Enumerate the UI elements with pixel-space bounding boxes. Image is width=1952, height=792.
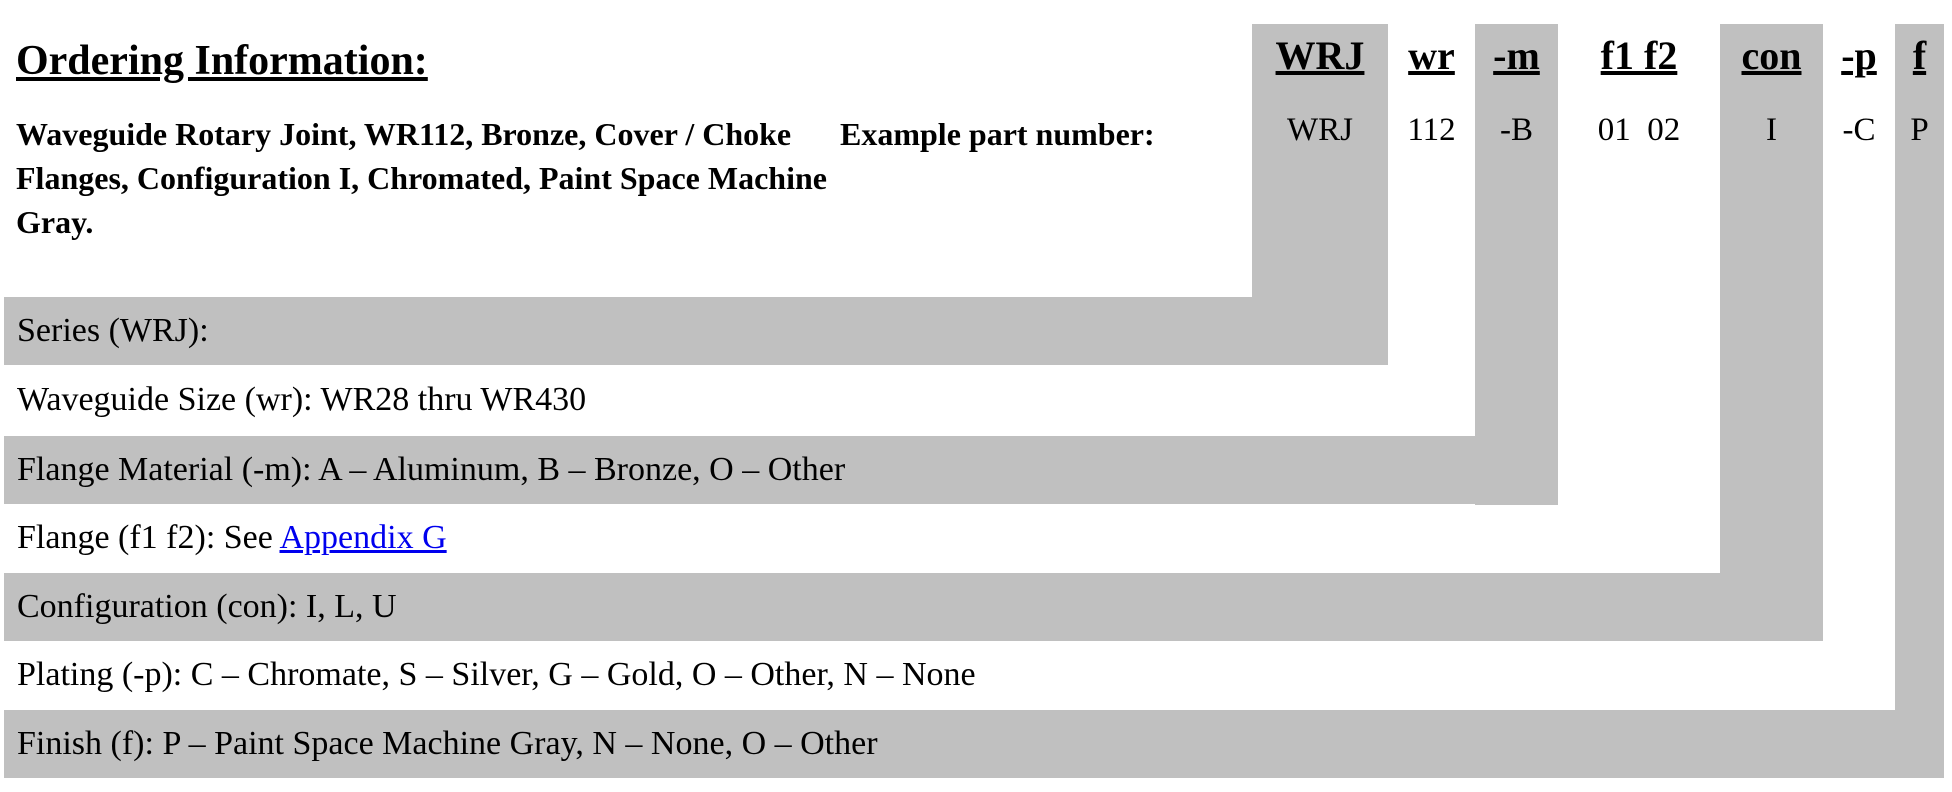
part-description: Waveguide Rotary Joint, WR112, Bronze, Cover / Choke Flanges, Configuration I, Chromated, Paint Space Machine Gray.	[16, 116, 827, 240]
flange-label: Flange (f1 f2): See	[17, 519, 280, 556]
header-m: -m	[1493, 33, 1540, 78]
row-size: Waveguide Size (wr): WR28 thru WR430	[17, 381, 587, 418]
row-plating: Plating (-p): C – Chromate, S – Silver, G – Gold, O – Other, N – None	[17, 656, 976, 693]
header-wrj: WRJ	[1275, 33, 1365, 78]
header-f1f2: f1 f2	[1600, 33, 1678, 78]
value-m: -B	[1500, 112, 1533, 148]
value-f1f2: 01 02	[1597, 112, 1681, 148]
band-series	[4, 297, 1388, 365]
row-flange	[4, 504, 447, 572]
value-f: P	[1910, 112, 1929, 148]
row-series: Series (WRJ):	[17, 312, 209, 349]
header-p: -p	[1841, 33, 1877, 78]
appendix-g-link[interactable]: Appendix G	[279, 519, 447, 556]
header-wr: wr	[1408, 33, 1455, 78]
example-label: Example part number:	[840, 116, 1155, 152]
value-p: -C	[1842, 112, 1876, 148]
row-material: Flange Material (-m): A – Aluminum, B – Bronze, O – Other	[17, 451, 846, 488]
value-wr: 112	[1407, 112, 1456, 148]
value-wrj: WRJ	[1287, 112, 1353, 148]
column-m	[1475, 24, 1558, 505]
row-finish: Finish (f): P – Paint Space Machine Gray, N – None, O – Other	[17, 725, 878, 762]
header-con: con	[1741, 33, 1802, 78]
row-configuration: Configuration (con): I, L, U	[17, 588, 397, 625]
value-con: I	[1766, 112, 1777, 148]
page-title: Ordering Information:	[16, 38, 428, 84]
header-f: f	[1912, 33, 1927, 78]
